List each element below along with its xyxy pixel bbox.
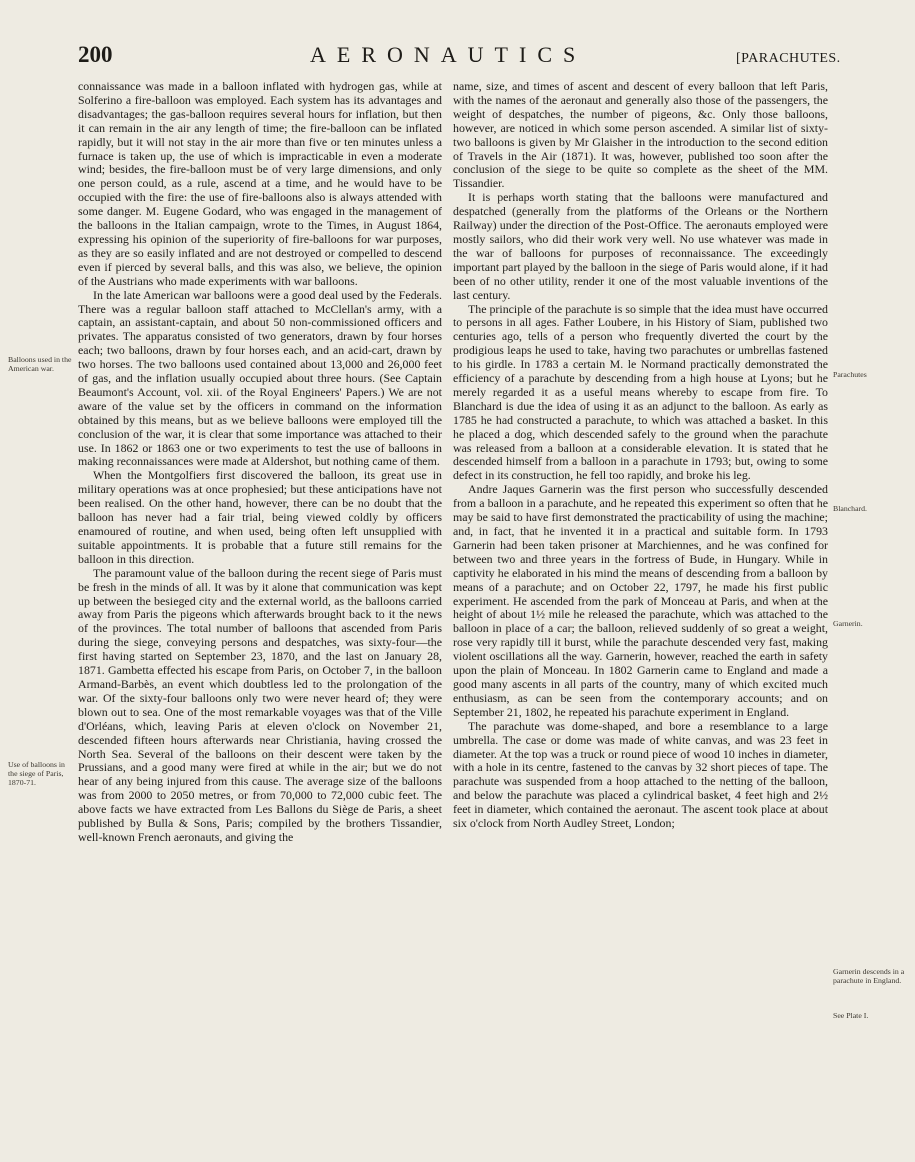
left-column — [78, 80, 442, 845]
section-label: [PARACHUTES. — [736, 51, 841, 66]
paragraph: It is perhaps worth stating that the balloons were manufactured and despatched (generally from the platforms of the Orleans or the Northern Railway) under the direction of the Post-Office. The aeronauts employed were mostly sailors, who did their work very well. No use whatever was made in the war of balloons for purposes of reconnaissance. The exceedingly important part played by the balloon in the siege of Paris would alone, if it had been of no other utility, render it one of the most valuable inventions of the last century. — [453, 190, 828, 302]
sidenote-garnerin: Garnerin. — [833, 619, 863, 628]
paragraph: connaissance was made in a balloon inflated with hydrogen gas, while at Solferino a fire-balloon was employed. Each system has its advantages and disadvantages; the gas-balloon requires several hours for inflation, but then it can remain in the air any length of time; the fire-balloon can be inflated rapidly, but it will not stay in the air more than five or ten minutes unless a furnace is taken up, the use of which is impracticable in even a moderate wind; besides, the fire-balloon must be of very large dimensions, and only one person could, as a rule, ascend at a time, and he would have to be occupied with the fire: the use of fire-balloons also is always attended with some danger. M. Eugene Godard, who was engaged in the management of the balloons in the Italian campaign, wrote to the Times, in August 1864, expressing his opinion of the superiority of fire-balloons for war purposes, as they are so easily inflated and are not destroyed or compelled to descend even if pierced by several balls, and this was also, we believe, the opinion of the Austrians who made experiments with war balloons. — [78, 79, 442, 288]
paragraph: In the late American war balloons were a good deal used by the Federals. There was a regular balloon staff attached to McClellan's army, with a captain, an assistant-captain, and about 50 non-commissioned officers and privates. The apparatus consisted of two generators, drawn by four horses each; two balloons, drawn by four horses each, and an acid-cart, drawn by two horses. The two balloons used contained about 13,000 and 26,000 feet of gas, and the inflation usually occupied about three hours. (See Captain Beaumont's Account, vol. xii. of the Royal Engineers' Papers.) We are not aware of the value set by the officers in command on the information obtained by this means, but as we believe balloons were employed till the conclusion of the war, it is clear that some importance was attached to their use. In 1862 or 1863 one or two experiments to test the use of balloons in making reconnaissances were made at Aldershot, but nothing came of them. — [78, 287, 442, 469]
sidenote-american-war: Balloons used in the American war. — [8, 355, 72, 373]
paragraph: The principle of the parachute is so simple that the idea must have occurred to persons in all ages. Father Loubere, in his History of Siam, published two centuries ago, tells of a person who frequently diverted the court by the prodigious leaps he used to take, having two parachutes or umbrellas fastened to his girdle. In 1783 a certain M. le Normand practically demonstrated the efficiency of a parachute by descending from a high house at Lyons; but he merely regarded it as a useful means whereby to escape from fire. To Blanchard is due the idea of using it as an adjunct to the balloon. As early as 1785 he had constructed a parachute, to which was attached a basket. In this he placed a dog, which descended safely to the ground when the parachute was released from a balloon at a considerable elevation. It is stated that he descended himself from a balloon in a parachute in 1793; but, owing to some defect in its construction, he fell too rapidly, and broke his leg. — [453, 301, 828, 483]
paragraph: name, size, and times of ascent and descent of every balloon that left Paris, with the names of the aeronaut and generally also those of the passengers, the weight of despatches, the number of pigeons, &c. Only those balloons, however, are noticed in which some person ascended. A similar list of sixty-two balloons is given by Mr Glaisher in the introduction to the second edition of Travels in the Air (1871). It was, however, published too soon after the conclusion of the siege to be quite so complete as the sheet of the MM. Tissandier. — [453, 79, 828, 191]
running-title: AERONAUTICS — [310, 42, 587, 67]
paragraph: The parachute was dome-shaped, and bore a resemblance to a large umbrella. The case or dome was made of white canvas, and was 23 feet in diameter. At the top was a truck or round piece of wood 10 inches in diameter, with a hole in its centre, fastened to the canvas by 32 short pieces of tape. The parachute was suspended from a hoop attached to the netting of the balloon, and below the parachute was placed a cylindrical basket, 4 feet high and 2½ feet in diameter, which contained the aeronaut. The ascent took place at about six o'clock from North Audley Street, London; — [453, 718, 828, 831]
paragraph: The paramount value of the balloon during the recent siege of Paris must be fresh in the minds of all. It was by it alone that communication was kept up between the besieged city and the external world, as the balloons carried away from Paris the pigeons which afterwards brought back to it the news of the provinces. The total number of balloons that ascended from Paris during the siege, conveying persons and despatches, was sixty-four—the first having started on September 23, 1870, and the last on January 28, 1871. Gambetta effected his escape from Paris, on October 7, in the balloon Armand-Barbès, an event which doubtless led to the prolongation of the war. Of the sixty-four balloons only two were never heard of; they were blown out to sea. One of the most remarkable voyages was that of the Ville d'Orléans, which, leaving Paris at eleven o'clock on November 21, descended fifteen hours afterwards near Christiania, having crossed the North Sea. Several of the balloons on their descent were taken by the Prussians, and a good many were fired at while in the air; but we do not hear of any being injured from this cause. The average size of the balloons was from 2000 to 2050 metres, or from 70,000 to 72,000 cubic feet. The above facts we have extracted from Les Ballons du Siège de Paris, a sheet published by Bulla & Sons, Paris; compiled by the brothers Tissandier, well-known French aeronauts, and giving the — [78, 565, 442, 844]
sidenote-blanchard: Blanchard. — [833, 504, 867, 513]
right-column — [453, 80, 828, 831]
page-number: 200 — [78, 42, 113, 67]
paragraph: When the Montgolfiers first discovered the balloon, its great use in military operations was at once prophesied; but these anticipations have not been realised. On the other hand, however, there can be no doubt that the balloon has never had a fair trial, being viewed coldly by officers enamoured of routine, and when used, being often left unsupplied with suitable appointments. It is probable that a future still remains for the balloon in this direction. — [78, 468, 442, 566]
sidenote-parachutes: Parachutes — [833, 370, 867, 379]
sidenote-garnerin-descends: Garnerin descends in a parachute in England. — [833, 967, 905, 985]
paragraph: Andre Jaques Garnerin was the first person who successfully descended from a balloon in a parachute, and he repeated this experiment so often that he may be said to have first demonstrated the practicability of using the machine; and, in fact, that he invented it in a practical and suitable form. In 1793 Garnerin had been taken prisoner at Marchiennes, and he was confined for between two and three years in the fortress of Bude, in Hungary. While in captivity he elaborated in his mind the means of descending from a balloon by means of a parachute; and on October 22, 1797, he made his first public experiment. He ascended from the park of Monceau at Paris, and when at the height of about 1½ mile he released the parachute, which was attached to the balloon in place of a car; the balloon, relieved suddenly of so great a weight, rose very rapidly till it burst, while the parachute descended very fast, making violent oscillations all the way. Garnerin, however, reached the earth in safety upon the plain of Monceau. In 1802 Garnerin came to England and made a good many ascents in all parts of the country, many of which excited much enthusiasm, as can be seen from the contemporary accounts; and on September 21, 1802, he repeated his parachute experiment in England. — [453, 482, 828, 719]
sidenote-siege-of-paris: Use of balloons in the siege of Paris, 1870-71. — [8, 760, 65, 787]
sidenote-see-plate: See Plate I. — [833, 1011, 869, 1020]
